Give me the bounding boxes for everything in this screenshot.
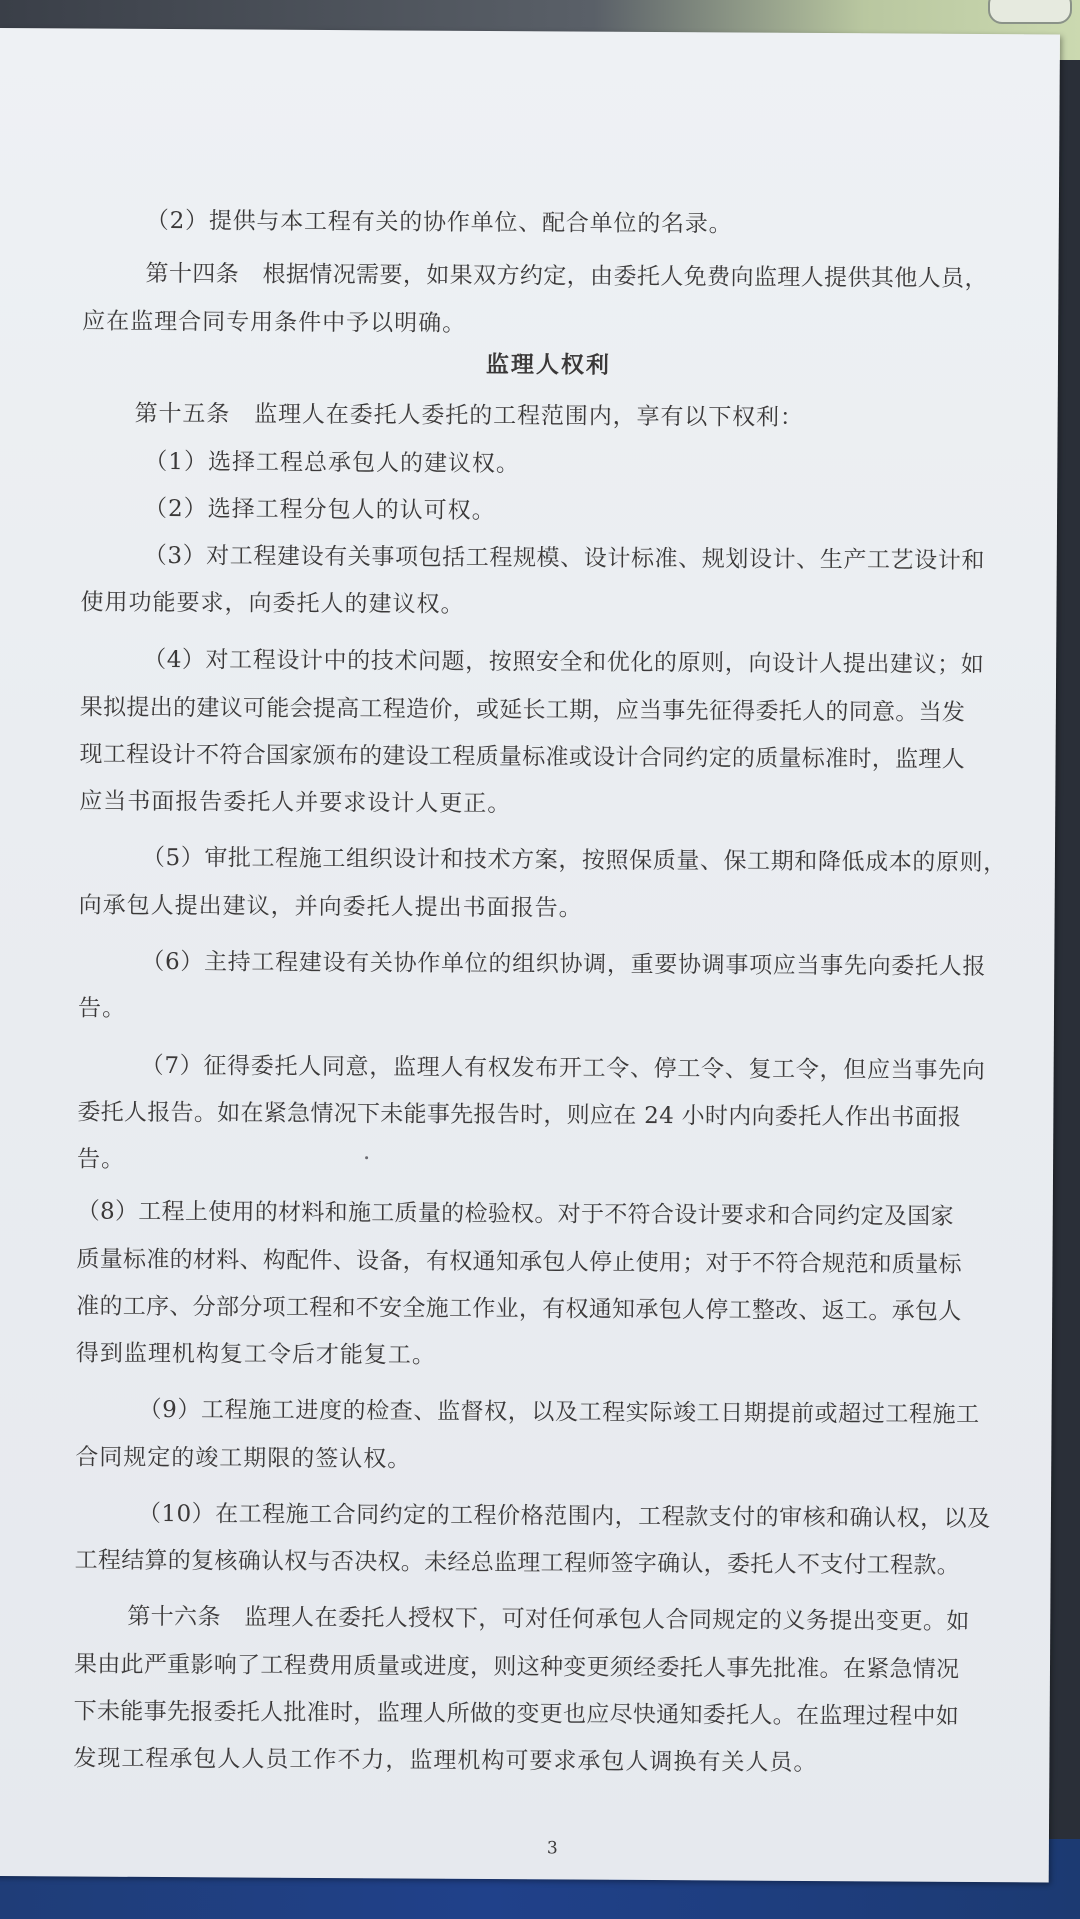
document-page	[0, 28, 1060, 1882]
text-line: 使用功能要求，向委托人的建议权。	[80, 589, 465, 618]
text-line: 第十四条 根据情况需要，如果双方约定，由委托人免费向监理人提供其他人员，	[145, 260, 988, 293]
text-line: （2）选择工程分包人的认可权。	[143, 495, 496, 525]
text-line: 工程结算的复核确认权与否决权。未经总监理工程师签字确认，委托人不支付工程款。	[74, 1547, 961, 1579]
text-line: 第十六条 监理人在委托人授权下，可对任何承包人合同规定的义务提出变更。如	[127, 1603, 970, 1635]
text-line: （9）工程施工进度的检查、监督权，以及工程实际竣工日期提前或超过工程施工	[138, 1396, 980, 1429]
text-line: 发现工程承包人人员工作不力，监理机构可要求承包人调换有关人员。	[73, 1745, 818, 1777]
text-line: 质量标准的材料、构配件、设备，有权通知承包人停止使用；对于不符合规范和质量标	[76, 1246, 962, 1278]
text-line: 果由此严重影响了工程费用质量或进度，则这种变更须经委托人事先批准。在紧急情况	[73, 1651, 960, 1683]
text-line: （7）征得委托人同意，监理人有权发布开工令、停工令、复工令，但应当事先向	[140, 1052, 986, 1085]
text-line: 应在监理合同专用条件中予以明确。	[82, 308, 467, 337]
text-line: （10）在工程施工合同约定的工程价格范围内，工程款支付的审核和确认权，以及	[137, 1500, 991, 1533]
text-line: （4）对工程设计中的技术问题，按照安全和优化的原则，向设计人提出建议；如	[143, 646, 985, 679]
text-line: 委托人报告。如在紧急情况下未能事先报告时，则应在 24 小时内向委托人作出书面报	[77, 1099, 962, 1131]
device-corner	[988, 0, 1072, 24]
text-line: 第十五条 监理人在委托人委托的工程范围内，享有以下权利：	[134, 400, 804, 431]
text-line: 应当书面报告委托人并要求设计人更正。	[79, 788, 512, 818]
text-line: 告。	[77, 1146, 126, 1173]
text-line: 果拟提出的建议可能会提高工程造价，或延长工期，应当事先征得委托人的同意。当发	[79, 694, 966, 726]
text-line: 合同规定的竣工期限的签认权。	[75, 1444, 412, 1473]
text-line: （3）对工程建设有关事项包括工程规模、设计标准、规划设计、生产工艺设计和	[143, 542, 986, 575]
section-heading: 监理人权利	[485, 350, 612, 379]
text-line: （5）审批工程施工组织设计和技术方案，按照保质量、保工期和降低成本的原则，	[141, 844, 1007, 877]
text-line: （8）工程上使用的材料和施工质量的检验权。对于不符合设计要求和合同约定及国家	[76, 1198, 954, 1230]
text-line: 得到监理机构复工令后才能复工。	[75, 1340, 436, 1369]
page-number: 3	[546, 1838, 559, 1859]
text-line: （1）选择工程总承包人的建议权。	[144, 448, 521, 478]
text-line: （6）主持工程建设有关协作单位的组织协调，重要协调事项应当事先向委托人报	[141, 948, 987, 981]
text-line: （2）提供与本工程有关的协作单位、配合单位的名录。	[145, 207, 733, 238]
text-line: 现工程设计不符合国家颁布的建设工程质量标准或设计合同约定的质量标准时，监理人	[79, 741, 966, 773]
paper-speck	[365, 1156, 368, 1159]
text-line: 向承包人提出建议，并向委托人提出书面报告。	[78, 892, 583, 922]
text-line: 准的工序、分部分项工程和不安全施工作业，有权通知承包人停工整改、返工。承包人	[76, 1293, 962, 1325]
text-line: 下未能事先报委托人批准时，监理人所做的变更也应尽快通知委托人。在监理过程中如	[73, 1698, 960, 1730]
text-line: 告。	[77, 995, 127, 1022]
